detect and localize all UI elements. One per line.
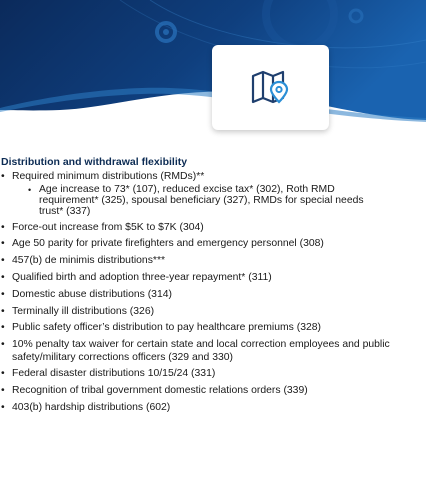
list-item-text: Required minimum distributions (RMDs)** [12,171,205,182]
sub-list-item: • Age increase to 73* (107), reduced excise tax* (302), Roth RMD requirement* (325), spousal beneficiary (327), RMDs for special needs trust* (337) [28,185,379,217]
list-item [1,171,413,217]
list-item: • Domestic abuse distributions (314) [1,289,413,301]
map-pin-icon [249,68,293,108]
list-item: • Force-out increase from $5K to $7K (304) [1,222,413,234]
list-item: • 457(b) de minimis distributions*** [1,255,413,267]
list-item: • Federal disaster distributions 10/15/24 (331) [1,368,413,380]
distribution-section [1,156,413,419]
section-title: Distribution and withdrawal flexibility [1,156,188,168]
list-item: • 403(b) hardship distributions (602) [1,402,413,414]
list-item: • Recognition of tribal government domestic relations orders (339) [1,385,413,397]
list-item: • Age 50 parity for private firefighters and emergency personnel (308) [1,238,413,250]
list-item: • Public safety officer’s distribution to pay healthcare premiums (328) [1,322,413,334]
sub-bullet-list [12,185,413,217]
list-item: • Qualified birth and adoption three-year repayment* (311) [1,272,413,284]
list-item: • Terminally ill distributions (326) [1,306,413,318]
icon-card [212,45,329,130]
list-item: • 10% penalty tax waiver for certain state and local correction employees and public safety/military corrections officers (329 and 330) [1,339,413,364]
bullet-list [1,171,413,414]
